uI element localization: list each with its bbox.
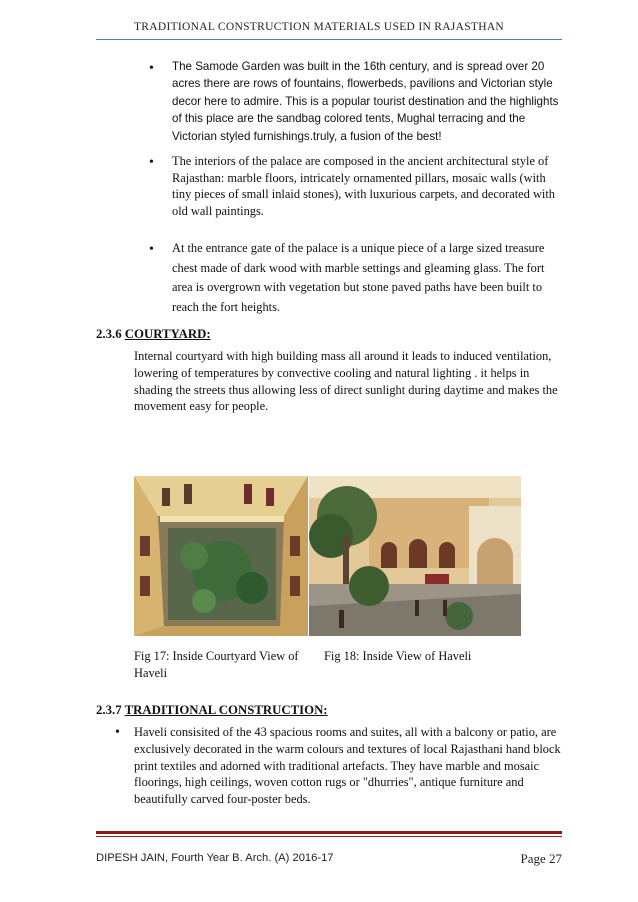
photo-courtyard-view	[134, 476, 308, 636]
bullet-palace-interiors: The interiors of the palace are composed in the ancient architectural style of Rajasthan: marble floors, intricately ornamented pillars, mosaic walls (with tiny pieces of small inlaid stones), with luxurious carpets, and decorated with old wall paintings.	[172, 154, 555, 218]
footer-author: DIPESH JAIN, Fourth Year B. Arch. (A) 2016-17	[96, 852, 334, 864]
section-number: 2.3.7	[96, 703, 125, 717]
section-title: TRADITIONAL CONSTRUCTION:	[124, 703, 328, 717]
section-title: COURTYARD:	[124, 327, 211, 341]
figure-caption-17: Fig 17: Inside Courtyard View of Haveli	[134, 649, 299, 680]
bullet-icon: •	[115, 725, 120, 740]
footer-rule-thick	[96, 831, 562, 834]
bullet-icon: •	[149, 242, 154, 257]
bullet-haveli-rooms: Haveli consisited of the 43 spacious rooms and suites, all with a balcony or patio, are exclusively decorated in the warm colours and textures of local Rajasthani hand block print textiles and adorned with traditional artefacts. They have marble and mosaic floorings, high ceilings, woven cotton rugs or "dhurries", antique furniture and beautifully carved four-poster beds.	[134, 725, 561, 807]
footer-rule-thin	[96, 836, 562, 837]
photo-haveli-interior	[309, 476, 521, 636]
bullet-entrance-gate: At the entrance gate of the palace is a unique piece of a large sized treasure chest made of dark wood with marble settings and gleaming glass. The fort area is overgrown with vegetation but stone paved paths have been built to reach the fort heights.	[172, 241, 545, 314]
running-header: TRADITIONAL CONSTRUCTION MATERIALS USED IN RAJASTHAN	[133, 21, 505, 33]
bullet-icon: •	[149, 61, 154, 76]
section-heading-courtyard	[96, 327, 211, 342]
page-number: Page 27	[520, 851, 562, 866]
section-number: 2.3.6	[96, 327, 125, 341]
bullet-icon: •	[149, 155, 154, 170]
section-heading-traditional-construction	[96, 703, 328, 718]
figure-caption-18: Fig 18: Inside View of Haveli	[324, 649, 472, 663]
bullet-samode-garden: The Samode Garden was built in the 16th century, and is spread over 20 acres there are rows of fountains, flowerbeds, pavilions and Victorian style decor here to admire. This is a popular tourist destination and the highlights of this place are the sandbag colored tents, Mughal terracing and the Victorian styled furnishings.truly, a fusion of the best!	[172, 60, 559, 143]
courtyard-paragraph: Internal courtyard with high building mass all around it leads to induced ventilation, lowering of temperatures by convective cooling and natural lighting . it helps in shading the streets thus allowing less of direct sunlight during daytime and makes the movement easy for people.	[134, 349, 558, 414]
header-rule	[96, 39, 562, 40]
